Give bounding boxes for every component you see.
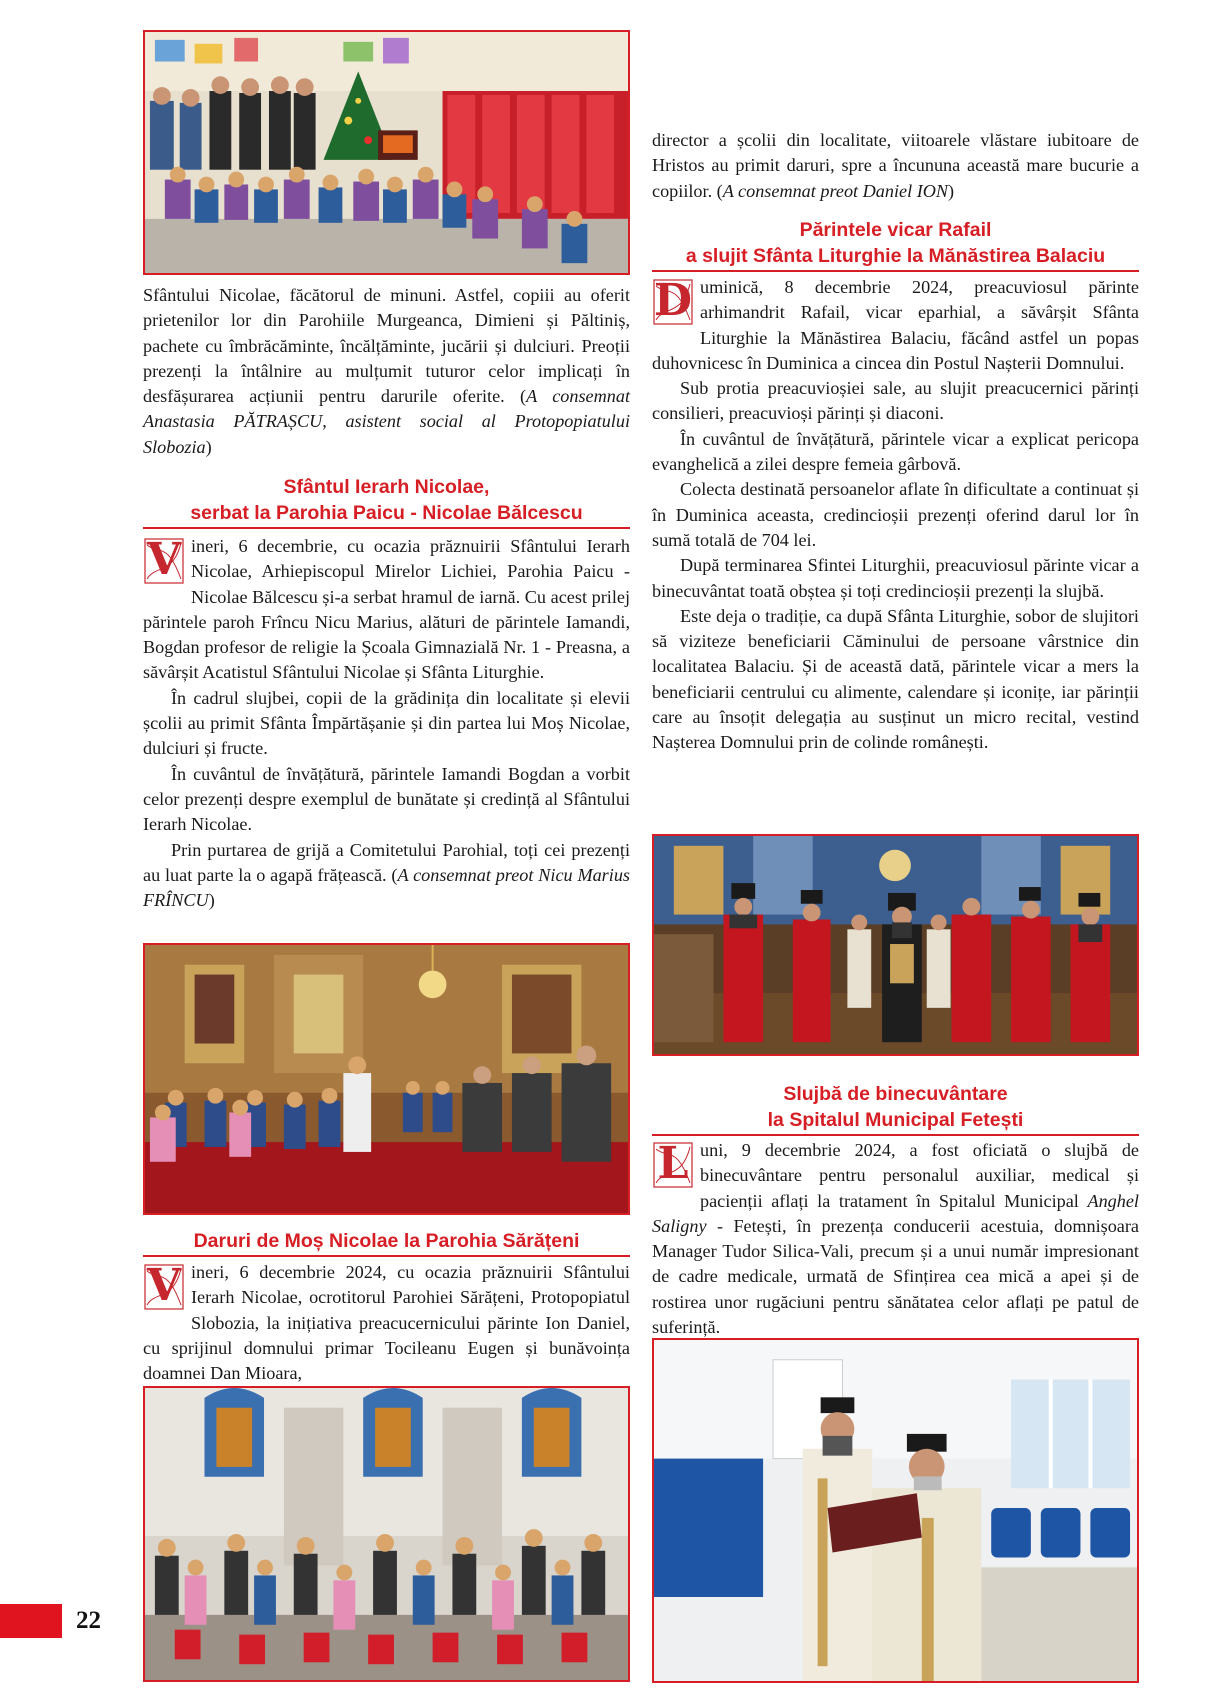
dropcap <box>652 276 694 326</box>
paragraph: ineri, 6 decembrie, cu ocazia prăznuirii Sfântului Ierarh Nicolae, Arhiepiscopul Mirelor Lichiei, Parohia Paicu - Nicolae Bălcescu și-a serbat hramul de iarnă. Cu acest prilej părintele paroh Frîncu Nicu Marius, alături de părintele Iamandi, Bogdan profesor de religie la Școala Gimnazială Nr. 1 - Preasna, a săvârșit Acatistul Sfântului Nicolae și Sfânta Liturghie. <box>143 536 630 683</box>
paragraph: În cuvântul de învățătură, părintele vicar a explicat pericopa evanghelică a zilei despre femeia gârbovă. <box>652 428 1139 475</box>
article-title <box>652 217 1139 272</box>
title-line: Părintele vicar Rafail <box>799 219 992 241</box>
article-credit: A consemnat Anastasia PĂTRAȘCU, asistent social al Protopopiatului Slobozia <box>143 386 630 457</box>
continuation-text: director a școlii din localitate, viitoarele vlăstare iubitoare de Hristos au primit daruri, spre a încununa această mare bucurie a copiilor. ( <box>652 130 1139 201</box>
paragraph: uminică, 8 decembrie 2024, preacuviosul părinte arhimandrit Rafail, vicar eparhial, a săvârșit Sfânta Liturghie la Mănăstirea Balaciu, făcând astfel un popas duhovnicesc în Duminica a cincea din Postul Nașterii Domnului. <box>652 277 1139 373</box>
article-title <box>143 1228 630 1257</box>
page-number: 22 <box>76 1607 101 1634</box>
title-line: Slujbă de binecuvântare <box>783 1083 1008 1105</box>
title-line: serbat la Parohia Paicu - Nicolae Bălcescu <box>190 502 583 524</box>
article-paicu-body <box>143 534 630 913</box>
photo-liturgy-clergy <box>652 834 1139 1056</box>
paragraph: În cuvântul de învățătură, părintele Iamandi Bogdan a vorbit celor prezenți despre exemplul de bunătate și credință al Sfântului Ierarh Nicolae. <box>143 763 630 835</box>
article-fetesti-body <box>652 1138 1139 1340</box>
dropcap <box>143 535 185 585</box>
photo-church-children <box>143 943 630 1215</box>
article-credit: A consemnat preot Daniel ION <box>722 180 949 201</box>
photo-hospital-blessing <box>652 1338 1139 1683</box>
dropcap-letter: V <box>146 1260 182 1311</box>
col2-continuation <box>652 128 1139 204</box>
paragraph: Colecta destinată persoanelor aflate în dificultate a continuat și în Duminica aceasta, credincioșii prezenți oferind darul lor în sumă totală de 704 lei. <box>652 479 1139 550</box>
paragraph: uni, 9 decembrie 2024, a fost oficiată o slujbă de binecuvântare pentru personalul auxiliar, medical și pacienții aflați la tratament în Spitalul Municipal <box>700 1140 1139 1211</box>
credit-close: ) <box>208 890 215 911</box>
dropcap <box>652 1139 694 1189</box>
title-line: Sfântul Ierarh Nicolae, <box>283 476 490 498</box>
photo-kindergarten-group <box>143 30 630 275</box>
paragraph: ineri, 6 decembrie 2024, cu ocazia prăznuirii Sfântului Ierarh Nicolae, ocrotitorul Parohiei Sărățeni, Protopopiatul Slobozia, la inițiativa preacucernicului părinte Ion Daniel, cu sprijinul domnului primar Tocileanu Eugen și bunăvoința doamnei Dan Mioara, <box>143 1262 630 1384</box>
title-line: a slujit Sfânta Liturghie la Mănăstirea Balaciu <box>685 245 1106 267</box>
dropcap-letter: L <box>657 1138 689 1189</box>
dropcap-letter: D <box>653 275 693 326</box>
dropcap <box>143 1261 185 1311</box>
title-line: Daruri de Moș Nicolae la Parohia Sărățeni <box>193 1230 580 1252</box>
paragraph: Prin purtarea de grijă a Comitetului Parohial, toți cei prezenți au luat parte la o agapă frățească. ( <box>143 839 630 885</box>
col1-continuation <box>143 283 630 460</box>
paragraph: Este deja o tradiție, ca după Sfânta Liturghie, sobor de slujitori să viziteze beneficiarii Căminului de persoane vârstnice din localitatea Balaciu. Și de această dată, părintele vicar a mers la beneficiarii centrului cu alimente, calendare și iconițe, iar părinții care au însoțit delegația au susținut un micro recital, vestind Nașterea Domnului prin de colinde românești. <box>652 605 1139 753</box>
paragraph: După terminarea Sfintei Liturghii, preacuviosul părinte vicar a binecuvântat toată obștea și toți credincioșii prezenți la slujbă. <box>652 555 1139 601</box>
article-sarateni-body <box>143 1260 630 1386</box>
photo-sarateni-children <box>143 1386 630 1682</box>
title-line: la Spitalul Municipal Fetești <box>767 1109 1024 1131</box>
article-balaciu-body <box>652 275 1139 756</box>
hospital-name: Anghel Saligny <box>652 1190 1139 1236</box>
continuation-text: Sfântului Nicolae, făcătorul de minuni. Astfel, copiii au oferit prietenilor lor din Parohiile Murgeanca, Dimieni și Păltiniș, pachete cu îmbrăcăminte, încălțăminte, jucării și dulciuri. Preoții prezenți la întâlnire au mulțumit tuturor celor implicați în desfășurarea acțiunii pentru darurile oferite. ( <box>143 285 630 407</box>
article-title <box>652 1081 1139 1136</box>
article-title <box>143 474 630 529</box>
page-number-bar <box>0 1604 62 1638</box>
paragraph: În cadrul slujbei, copii de la grădinița din localitate și elevii școlii au primit Sfânta Împărtășanie și din partea lui Moș Nicolae, dulciuri și fructe. <box>143 687 630 759</box>
paragraph: - Fetești, în prezența conducerii acestuia, domnișoara Manager Tudor Silica-Vali, precum și a unui număr impresionant de cadre medicale, urmată de Sfințirea cea mică a apei și de rostirea unor rugăciuni pentru sănătatea celor aflați pe patul de suferință. <box>652 1215 1139 1338</box>
article-credit: A consemnat preot Nicu Marius FRÎNCU <box>143 864 630 911</box>
credit-close: ) <box>205 436 212 457</box>
paragraph: Sub protia preacuvioșiei sale, au slujit preacucernici părinți consilieri, preacuvioși părinți și diaconi. <box>652 378 1139 424</box>
credit-close: ) <box>948 180 955 201</box>
dropcap-letter: V <box>146 534 182 585</box>
